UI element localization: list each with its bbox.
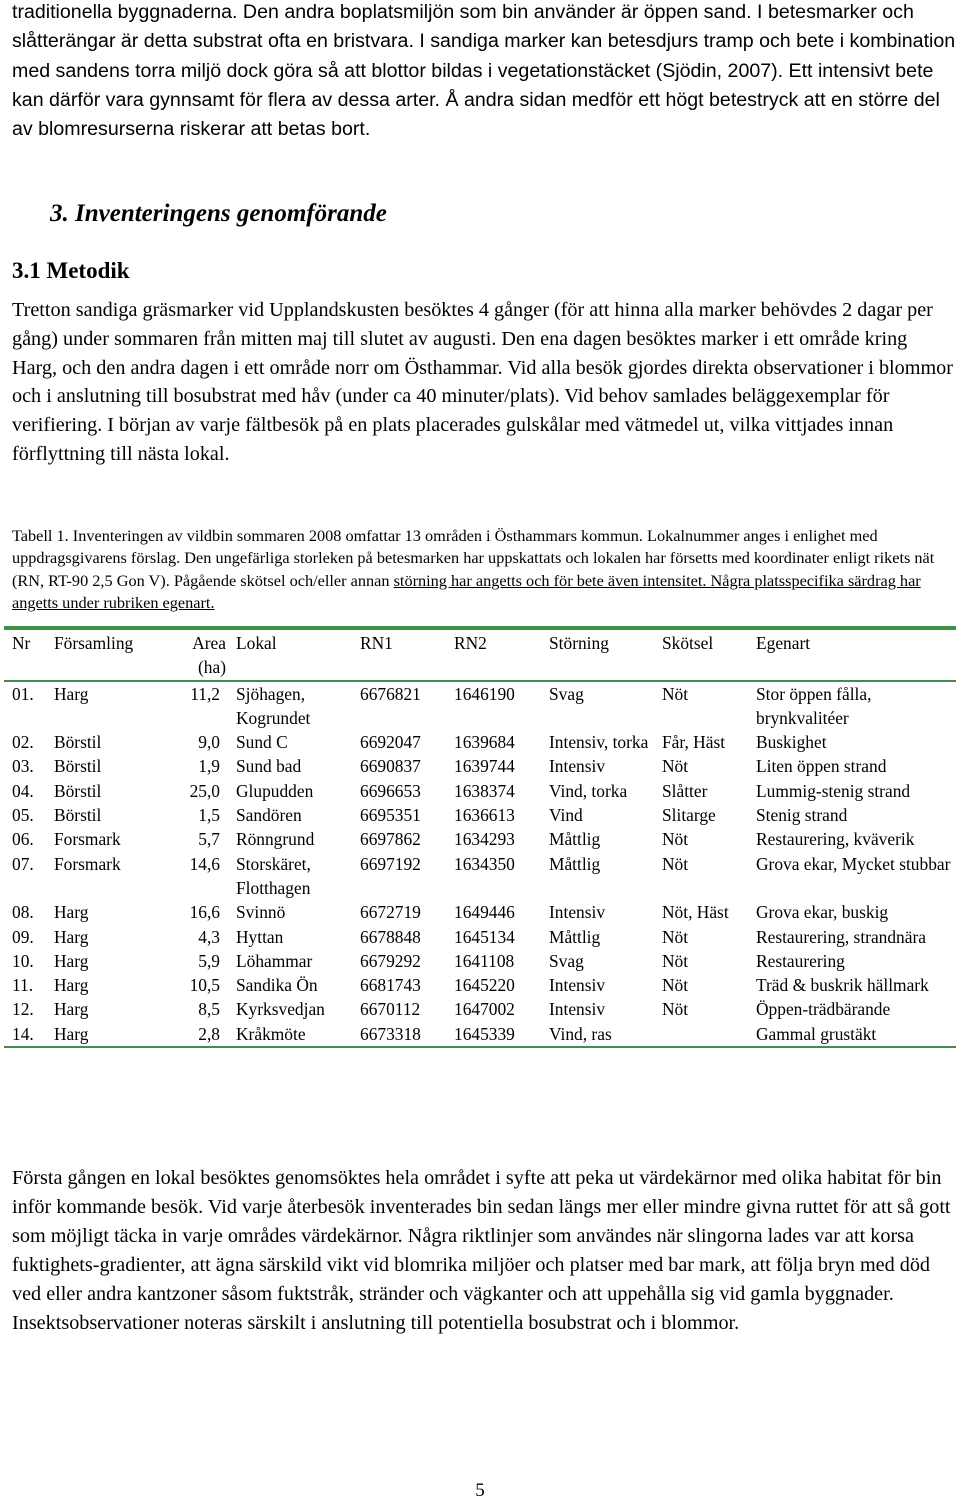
cell-skotsel: Slitarge <box>662 805 716 826</box>
cell-rn1: 6670112 <box>360 999 421 1020</box>
cell-nr: 10. <box>12 950 34 971</box>
cell-lokal: Sund bad <box>236 756 302 777</box>
cell-area: 1,5 <box>198 805 220 826</box>
cell-rn2: 1638374 <box>454 780 515 801</box>
cell-skotsel <box>662 1022 756 1046</box>
cell-rn1: 6695351 <box>360 805 421 826</box>
cell-area: 14,6 <box>189 853 220 874</box>
table-row <box>4 925 956 949</box>
cell-rn1: 6690837 <box>360 756 421 777</box>
table-row <box>4 779 956 803</box>
cell-area: 11,2 <box>190 683 220 704</box>
header-rn2: RN2 <box>454 630 549 681</box>
cell-rn2: 1634350 <box>454 853 515 874</box>
cell-egenart: Restaurering, kväverik <box>756 829 915 850</box>
cell-forsamling: Börstil <box>54 780 102 801</box>
header-forsamling: Församling <box>54 630 166 681</box>
cell-nr: 01. <box>12 683 34 704</box>
cell-area: 5,7 <box>198 829 220 850</box>
cell-forsamling: Harg <box>54 926 89 947</box>
table-row <box>4 1022 956 1046</box>
table-caption-text: Tabell 1. Inventeringen av vildbin sommaren 2008 omfattar 13 områden i Östhammars kommun. Lokalnummer anges i enlighet med uppdragsgivarens förslag. Den ungefärliga storleken på betesmarken har uppskattats och lokalen har försetts med koordinater enligt rikets nät (RN, RT-90 2,5 Gon V). Pågående skötsel och/eller annan <box>12 526 935 590</box>
cell-rn1: 6681743 <box>360 975 421 996</box>
cell-forsamling: Forsmark <box>54 853 121 874</box>
cell-nr: 03. <box>12 756 34 777</box>
cell-lokal: Rönngrund <box>236 829 315 850</box>
cell-rn1: 6679292 <box>360 950 421 971</box>
cell-skotsel: Nöt <box>662 950 689 971</box>
cell-skotsel: Nöt <box>662 853 689 874</box>
inventory-table-wrapper <box>4 626 956 1048</box>
cell-skotsel: Nöt, Häst <box>662 902 729 923</box>
cell-rn1: 6673318 <box>360 1023 421 1044</box>
page-number: 5 <box>475 1480 485 1501</box>
header-egenart: Egenart <box>756 630 956 681</box>
cell-storning: Svag <box>549 683 584 704</box>
cell-rn2: 1646190 <box>454 683 515 704</box>
cell-lokal: Svinnö <box>236 902 286 923</box>
cell-egenart: Liten öppen strand <box>756 756 887 777</box>
cell-lokal: Sund C <box>236 732 288 753</box>
cell-rn1: 6696653 <box>360 780 421 801</box>
table-row <box>4 754 956 778</box>
cell-egenart: Öppen-trädbärande <box>756 999 891 1020</box>
cell-rn2: 1634293 <box>454 829 515 850</box>
cell-forsamling: Harg <box>54 1023 89 1044</box>
header-storning: Störning <box>549 630 662 681</box>
cell-rn1: 6678848 <box>360 926 421 947</box>
cell-rn2: 1639744 <box>454 756 515 777</box>
cell-storning: Intensiv, torka <box>549 732 649 753</box>
cell-forsamling: Börstil <box>54 756 102 777</box>
table-header-row <box>4 630 956 681</box>
cell-storning: Måttlig <box>549 829 601 850</box>
table-body <box>4 681 956 1046</box>
cell-forsamling: Harg <box>54 999 89 1020</box>
cell-nr: 12. <box>12 999 34 1020</box>
table-bottom-rule <box>4 1046 956 1048</box>
header-skotsel: Skötsel <box>662 630 756 681</box>
cell-nr: 02. <box>12 732 34 753</box>
cell-rn1: 6676821 <box>360 683 421 704</box>
cell-area: 2,8 <box>198 1023 220 1044</box>
cell-area: 5,9 <box>198 950 220 971</box>
header-rn1: RN1 <box>360 630 454 681</box>
inventory-table <box>4 630 956 1046</box>
cell-egenart: Stenig strand <box>756 805 848 826</box>
cell-lokal: Sandören <box>236 805 302 826</box>
cell-skotsel: Nöt <box>662 999 689 1020</box>
cell-forsamling: Börstil <box>54 732 102 753</box>
cell-lokal: Sandika Ön <box>236 975 318 996</box>
cell-storning: Måttlig <box>549 926 601 947</box>
table-row <box>4 730 956 754</box>
table-row <box>4 997 956 1021</box>
cell-storning: Vind <box>549 805 583 826</box>
cell-rn2: 1649446 <box>454 902 515 923</box>
intro-paragraph: traditionella byggnaderna. Den andra boplatsmiljön som bin använder är öppen sand. I betesmarker och slåtterängar är detta substrat ofta en bristvara. I sandiga marker kan betesdjurs tramp och bete i kombination med sandens torra miljö dock göra så att blottor bildas i vegetationstäcket (Sjödin, 2007). Ett intensivt bete kan därför vara gynnsamt för flera av dessa arter. Å andra sidan medför ett högt betestryck att en större del av blomresurserna riskerar att betas bort. <box>12 1 956 141</box>
cell-nr: 08. <box>12 902 34 923</box>
cell-area: 10,5 <box>189 975 220 996</box>
cell-storning: Intensiv <box>549 756 606 777</box>
cell-nr: 07. <box>12 853 34 874</box>
cell-nr: 04. <box>12 780 34 801</box>
cell-egenart: Träd & buskrik hällmark <box>756 975 929 996</box>
cell-area: 4,3 <box>198 926 220 947</box>
cell-egenart: Buskighet <box>756 732 827 753</box>
cell-nr: 06. <box>12 829 34 850</box>
cell-egenart: Restaurering <box>756 950 845 971</box>
table-row <box>4 949 956 973</box>
cell-forsamling: Harg <box>54 950 89 971</box>
cell-skotsel: Får, Häst <box>662 732 726 753</box>
cell-forsamling: Harg <box>54 902 89 923</box>
cell-nr: 14. <box>12 1023 34 1044</box>
cell-egenart: Gammal grustäkt <box>756 1023 877 1044</box>
cell-rn2: 1647002 <box>454 999 515 1020</box>
header-area: Area (ha) <box>166 630 228 681</box>
cell-nr: 09. <box>12 926 34 947</box>
table-row <box>4 852 956 901</box>
cell-forsamling: Harg <box>54 975 89 996</box>
cell-nr: 11. <box>12 975 34 996</box>
table-row <box>4 803 956 827</box>
cell-rn1: 6692047 <box>360 732 421 753</box>
cell-rn2: 1641108 <box>454 950 515 971</box>
table-row <box>4 973 956 997</box>
cell-storning: Intensiv <box>549 902 606 923</box>
cell-egenart: Lummig-stenig strand <box>756 780 911 801</box>
cell-storning: Intensiv <box>549 999 606 1020</box>
cell-storning: Svag <box>549 950 584 971</box>
cell-rn1: 6672719 <box>360 902 421 923</box>
table-row <box>4 827 956 851</box>
cell-rn2: 1645134 <box>454 926 515 947</box>
header-nr: Nr <box>4 630 54 681</box>
cell-egenart: Grova ekar, Mycket stubbar <box>756 853 951 874</box>
cell-area: 16,6 <box>189 902 220 923</box>
table-caption-last-line: störning har angetts och för bete även intensitet. Några platsspecifika särdrag har angetts under rubriken egenart. <box>12 570 921 612</box>
cell-lokal: Kråkmöte <box>236 1023 306 1044</box>
subsection-heading: 3.1 Metodik <box>12 258 130 283</box>
cell-rn1: 6697192 <box>360 853 421 874</box>
cell-forsamling: Börstil <box>54 805 102 826</box>
table-row <box>4 900 956 924</box>
cell-rn2: 1636613 <box>454 805 515 826</box>
table-row <box>4 681 956 731</box>
cell-area: 9,0 <box>198 732 220 753</box>
cell-egenart: Restaurering, strandnära <box>756 926 926 947</box>
cell-egenart: Stor öppen fålla, brynkvalitéer <box>756 683 872 728</box>
cell-skotsel: Nöt <box>662 975 689 996</box>
cell-skotsel: Nöt <box>662 926 689 947</box>
cell-skotsel: Nöt <box>662 683 689 704</box>
cell-storning: Måttlig <box>549 853 601 874</box>
cell-lokal: Sjöhagen, Kogrundet <box>236 683 311 728</box>
cell-rn2: 1645339 <box>454 1023 515 1044</box>
cell-egenart: Grova ekar, buskig <box>756 902 889 923</box>
cell-nr: 05. <box>12 805 34 826</box>
after-paragraph: Första gången en lokal besöktes genomsöktes hela området i syfte att peka ut värdekärnor med olika habitat för bin inför kommande besök. Vid varje återbesök inventerades bin sedan längs mer eller mindre givna ruttet för att så gott som möjligt täcka in varje områdes värdekärnor. Några riktlinjer som användes när slingorna lades var att korsa fuktighets-gradienter, att ägna särskild vikt vid blomrika miljöer och platser med bar mark, att följa bryn med död ved eller andra kantzoner såsom fuktstråk, stränder och vägkanter och att uppehålla sig vid gamla byggnader. Insektsobservationer noteras särskilt i anslutning till potentiella bosubstrat och i blommor. <box>12 1167 951 1334</box>
cell-rn2: 1645220 <box>454 975 515 996</box>
cell-forsamling: Forsmark <box>54 829 121 850</box>
cell-rn2: 1639684 <box>454 732 515 753</box>
table-caption <box>12 525 956 614</box>
header-lokal: Lokal <box>228 630 360 681</box>
cell-forsamling: Harg <box>54 683 89 704</box>
cell-lokal: Löhammar <box>236 950 313 971</box>
cell-lokal: Hyttan <box>236 926 284 947</box>
cell-lokal: Glupudden <box>236 780 314 801</box>
cell-area: 8,5 <box>198 999 220 1020</box>
cell-skotsel: Nöt <box>662 829 689 850</box>
cell-rn1: 6697862 <box>360 829 421 850</box>
cell-area: 1,9 <box>198 756 220 777</box>
cell-skotsel: Nöt <box>662 756 689 777</box>
cell-lokal: Storskäret, Flotthagen <box>236 853 311 898</box>
cell-lokal: Kyrksvedjan <box>236 999 325 1020</box>
section-heading: 3. Inventeringens genomförande <box>50 200 387 227</box>
cell-skotsel: Slåtter <box>662 780 708 801</box>
cell-storning: Vind, ras <box>549 1023 612 1044</box>
cell-storning: Intensiv <box>549 975 606 996</box>
cell-storning: Vind, torka <box>549 780 628 801</box>
method-paragraph: Tretton sandiga gräsmarker vid Upplandskusten besöktes 4 gånger (för att hinna alla marker behövdes 2 dagar per gång) under sommaren från mitten maj till slutet av augusti. Den ena dagen besöktes marker i ett område kring Harg, och den andra dagen i ett område norr om Östhammar. Vid alla besök gjordes direkta observationer i blommor och i anslutning till bosubstrat med håv (under ca 40 minuter/plats). Vid behov samlades beläggexemplar för verifiering. I början av varje fältbesök på en plats placerades gulskålar med vätmedel ut, vilka vittjades innan förflyttning till nästa lokal. <box>12 299 953 465</box>
cell-area: 25,0 <box>189 780 220 801</box>
